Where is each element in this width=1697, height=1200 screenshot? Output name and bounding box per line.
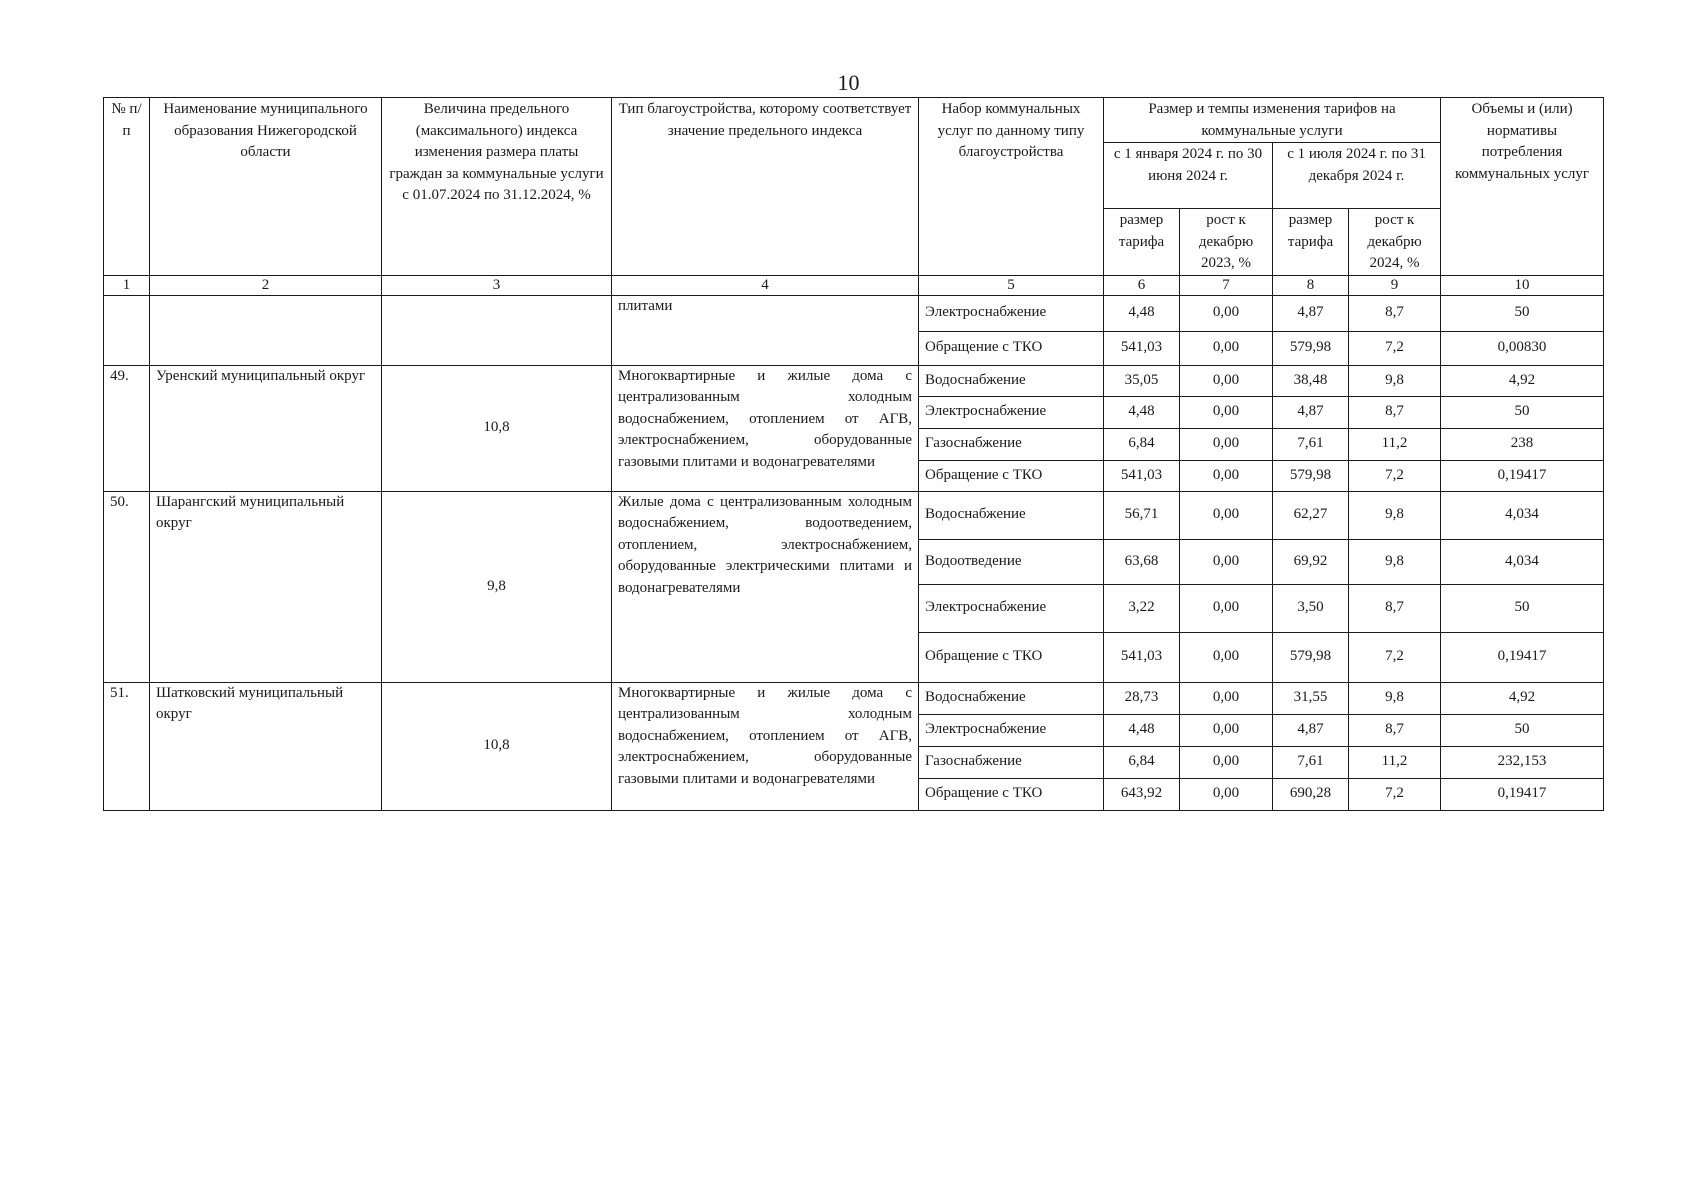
tariff-growth-h2: 7,2 xyxy=(1349,460,1441,491)
header-tariffs: Размер и темпы изменения тарифов на коммунальные услуги xyxy=(1104,98,1441,143)
column-numbers-row xyxy=(104,275,1604,295)
header-period-1: с 1 января 2024 г. по 30 июня 2024 г. xyxy=(1104,143,1273,209)
improvement-type-cell: Многоквартирные и жилые дома с централизованным холодным водоснабжением, отоплением от АГВ, электроснабжением, оборудованные газовыми плитами и водонагревателями xyxy=(612,682,919,810)
tariff-size-h1: 4,48 xyxy=(1104,396,1180,428)
column-number: 4 xyxy=(612,275,919,295)
table-row xyxy=(104,491,1604,539)
column-number: 6 xyxy=(1104,275,1180,295)
tariff-growth-h2: 9,8 xyxy=(1349,682,1441,714)
column-number: 3 xyxy=(382,275,612,295)
column-number: 5 xyxy=(919,275,1104,295)
municipality-cell: Уренский муниципальный округ xyxy=(150,365,382,491)
tariff-growth-h2: 7,2 xyxy=(1349,778,1441,810)
tariff-size-h1: 541,03 xyxy=(1104,331,1180,365)
consumption-volume: 4,034 xyxy=(1441,491,1604,539)
tariff-growth-h1: 0,00 xyxy=(1180,714,1273,746)
row-number-cell: 50. xyxy=(104,491,150,682)
consumption-volume: 50 xyxy=(1441,295,1604,331)
header-services: Набор коммунальных услуг по данному типу благоустройства xyxy=(919,98,1104,276)
tariff-size-h2: 69,92 xyxy=(1273,539,1349,584)
tariff-growth-h1: 0,00 xyxy=(1180,365,1273,396)
tariff-size-h2: 4,87 xyxy=(1273,714,1349,746)
tariff-growth-h1: 0,00 xyxy=(1180,682,1273,714)
consumption-volume: 0,19417 xyxy=(1441,778,1604,810)
header-period-2: с 1 июля 2024 г. по 31 декабря 2024 г. xyxy=(1273,143,1441,209)
tariff-size-h2: 690,28 xyxy=(1273,778,1349,810)
tariff-size-h2: 4,87 xyxy=(1273,396,1349,428)
tariff-growth-h1: 0,00 xyxy=(1180,584,1273,632)
tariff-growth-h1: 0,00 xyxy=(1180,539,1273,584)
service-name: Электроснабжение xyxy=(919,295,1104,331)
index-cell: 10,8 xyxy=(382,682,612,810)
header-size-1: размер тарифа xyxy=(1104,209,1180,276)
service-name: Водоснабжение xyxy=(919,491,1104,539)
tariff-growth-h1: 0,00 xyxy=(1180,428,1273,460)
tariff-growth-h2: 7,2 xyxy=(1349,632,1441,682)
tariff-size-h2: 7,61 xyxy=(1273,746,1349,778)
tariff-size-h1: 63,68 xyxy=(1104,539,1180,584)
service-name: Электроснабжение xyxy=(919,584,1104,632)
row-number-cell xyxy=(104,295,150,365)
header-growth-1: рост к декабрю 2023, % xyxy=(1180,209,1273,276)
consumption-volume: 4,92 xyxy=(1441,682,1604,714)
tariff-growth-h2: 8,7 xyxy=(1349,396,1441,428)
tariff-growth-h2: 8,7 xyxy=(1349,295,1441,331)
header-num: № п/п xyxy=(104,98,150,276)
service-name: Электроснабжение xyxy=(919,396,1104,428)
tariff-size-h1: 28,73 xyxy=(1104,682,1180,714)
consumption-volume: 4,034 xyxy=(1441,539,1604,584)
tariff-size-h1: 6,84 xyxy=(1104,428,1180,460)
row-number-cell: 51. xyxy=(104,682,150,810)
tariff-size-h1: 6,84 xyxy=(1104,746,1180,778)
header-type: Тип благоустройства, которому соответствует значение предельного индекса xyxy=(612,98,919,276)
consumption-volume: 50 xyxy=(1441,584,1604,632)
tariff-size-h1: 541,03 xyxy=(1104,460,1180,491)
tariff-growth-h2: 11,2 xyxy=(1349,746,1441,778)
header-growth-2: рост к декабрю 2024, % xyxy=(1349,209,1441,276)
header-municipality: Наименование муниципального образования Нижегородской области xyxy=(150,98,382,276)
tariff-size-h1: 541,03 xyxy=(1104,632,1180,682)
table-row xyxy=(104,365,1604,396)
improvement-type-cell: Жилые дома с централизованным холодным водоснабжением, водоотведением, отоплением, электроснабжением, оборудованные электрическими плитами и водонагревателями xyxy=(612,491,919,682)
municipality-cell: Шатковский муниципальный округ xyxy=(150,682,382,810)
tariff-growth-h1: 0,00 xyxy=(1180,396,1273,428)
consumption-volume: 50 xyxy=(1441,396,1604,428)
tariff-size-h2: 579,98 xyxy=(1273,460,1349,491)
header-size-2: размер тарифа xyxy=(1273,209,1349,276)
tariff-growth-h2: 9,8 xyxy=(1349,491,1441,539)
consumption-volume: 4,92 xyxy=(1441,365,1604,396)
tariff-table xyxy=(103,97,1604,811)
tariff-growth-h1: 0,00 xyxy=(1180,460,1273,491)
column-number: 1 xyxy=(104,275,150,295)
tariff-growth-h2: 8,7 xyxy=(1349,714,1441,746)
tariff-size-h2: 3,50 xyxy=(1273,584,1349,632)
service-name: Обращение с ТКО xyxy=(919,632,1104,682)
tariff-size-h1: 643,92 xyxy=(1104,778,1180,810)
tariff-growth-h2: 9,8 xyxy=(1349,365,1441,396)
table-row xyxy=(104,295,1604,331)
improvement-type-cell: плитами xyxy=(612,295,919,365)
tariff-size-h1: 4,48 xyxy=(1104,714,1180,746)
tariff-size-h2: 62,27 xyxy=(1273,491,1349,539)
service-name: Водоотведение xyxy=(919,539,1104,584)
tariff-growth-h1: 0,00 xyxy=(1180,778,1273,810)
tariff-growth-h1: 0,00 xyxy=(1180,331,1273,365)
index-cell: 10,8 xyxy=(382,365,612,491)
column-number: 7 xyxy=(1180,275,1273,295)
tariff-growth-h1: 0,00 xyxy=(1180,632,1273,682)
consumption-volume: 50 xyxy=(1441,714,1604,746)
tariff-size-h2: 579,98 xyxy=(1273,331,1349,365)
page-number: 10 xyxy=(837,70,860,95)
tariff-growth-h2: 11,2 xyxy=(1349,428,1441,460)
header-index: Величина предельного (максимального) индекса изменения размера платы граждан за коммунальные услуги с 01.07.2024 по 31.12.2024, % xyxy=(382,98,612,276)
improvement-type-cell: Многоквартирные и жилые дома с централизованным холодным водоснабжением, отоплением от АГВ, электроснабжением, оборудованные газовыми плитами и водонагревателями xyxy=(612,365,919,491)
consumption-volume: 232,153 xyxy=(1441,746,1604,778)
tariff-size-h1: 4,48 xyxy=(1104,295,1180,331)
service-name: Газоснабжение xyxy=(919,746,1104,778)
tariff-growth-h2: 9,8 xyxy=(1349,539,1441,584)
index-cell xyxy=(382,295,612,365)
column-number: 10 xyxy=(1441,275,1604,295)
tariff-size-h1: 35,05 xyxy=(1104,365,1180,396)
consumption-volume: 238 xyxy=(1441,428,1604,460)
column-number: 8 xyxy=(1273,275,1349,295)
tariff-size-h2: 31,55 xyxy=(1273,682,1349,714)
service-name: Обращение с ТКО xyxy=(919,460,1104,491)
table-row xyxy=(104,682,1604,714)
tariff-size-h2: 7,61 xyxy=(1273,428,1349,460)
tariff-growth-h1: 0,00 xyxy=(1180,295,1273,331)
service-name: Водоснабжение xyxy=(919,365,1104,396)
tariff-growth-h2: 8,7 xyxy=(1349,584,1441,632)
service-name: Обращение с ТКО xyxy=(919,331,1104,365)
consumption-volume: 0,00830 xyxy=(1441,331,1604,365)
tariff-size-h2: 4,87 xyxy=(1273,295,1349,331)
service-name: Газоснабжение xyxy=(919,428,1104,460)
tariff-growth-h1: 0,00 xyxy=(1180,746,1273,778)
column-number: 9 xyxy=(1349,275,1441,295)
service-name: Электроснабжение xyxy=(919,714,1104,746)
tariff-growth-h2: 7,2 xyxy=(1349,331,1441,365)
row-number-cell: 49. xyxy=(104,365,150,491)
index-cell: 9,8 xyxy=(382,491,612,682)
column-number: 2 xyxy=(150,275,382,295)
tariff-size-h2: 579,98 xyxy=(1273,632,1349,682)
consumption-volume: 0,19417 xyxy=(1441,632,1604,682)
tariff-growth-h1: 0,00 xyxy=(1180,491,1273,539)
service-name: Водоснабжение xyxy=(919,682,1104,714)
municipality-cell xyxy=(150,295,382,365)
tariff-size-h1: 3,22 xyxy=(1104,584,1180,632)
municipality-cell: Шарангский муниципальный округ xyxy=(150,491,382,682)
header-row-1 xyxy=(104,98,1604,143)
tariff-size-h2: 38,48 xyxy=(1273,365,1349,396)
header-volumes: Объемы и (или) нормативы потребления коммунальных услуг xyxy=(1441,98,1604,276)
consumption-volume: 0,19417 xyxy=(1441,460,1604,491)
service-name: Обращение с ТКО xyxy=(919,778,1104,810)
tariff-size-h1: 56,71 xyxy=(1104,491,1180,539)
